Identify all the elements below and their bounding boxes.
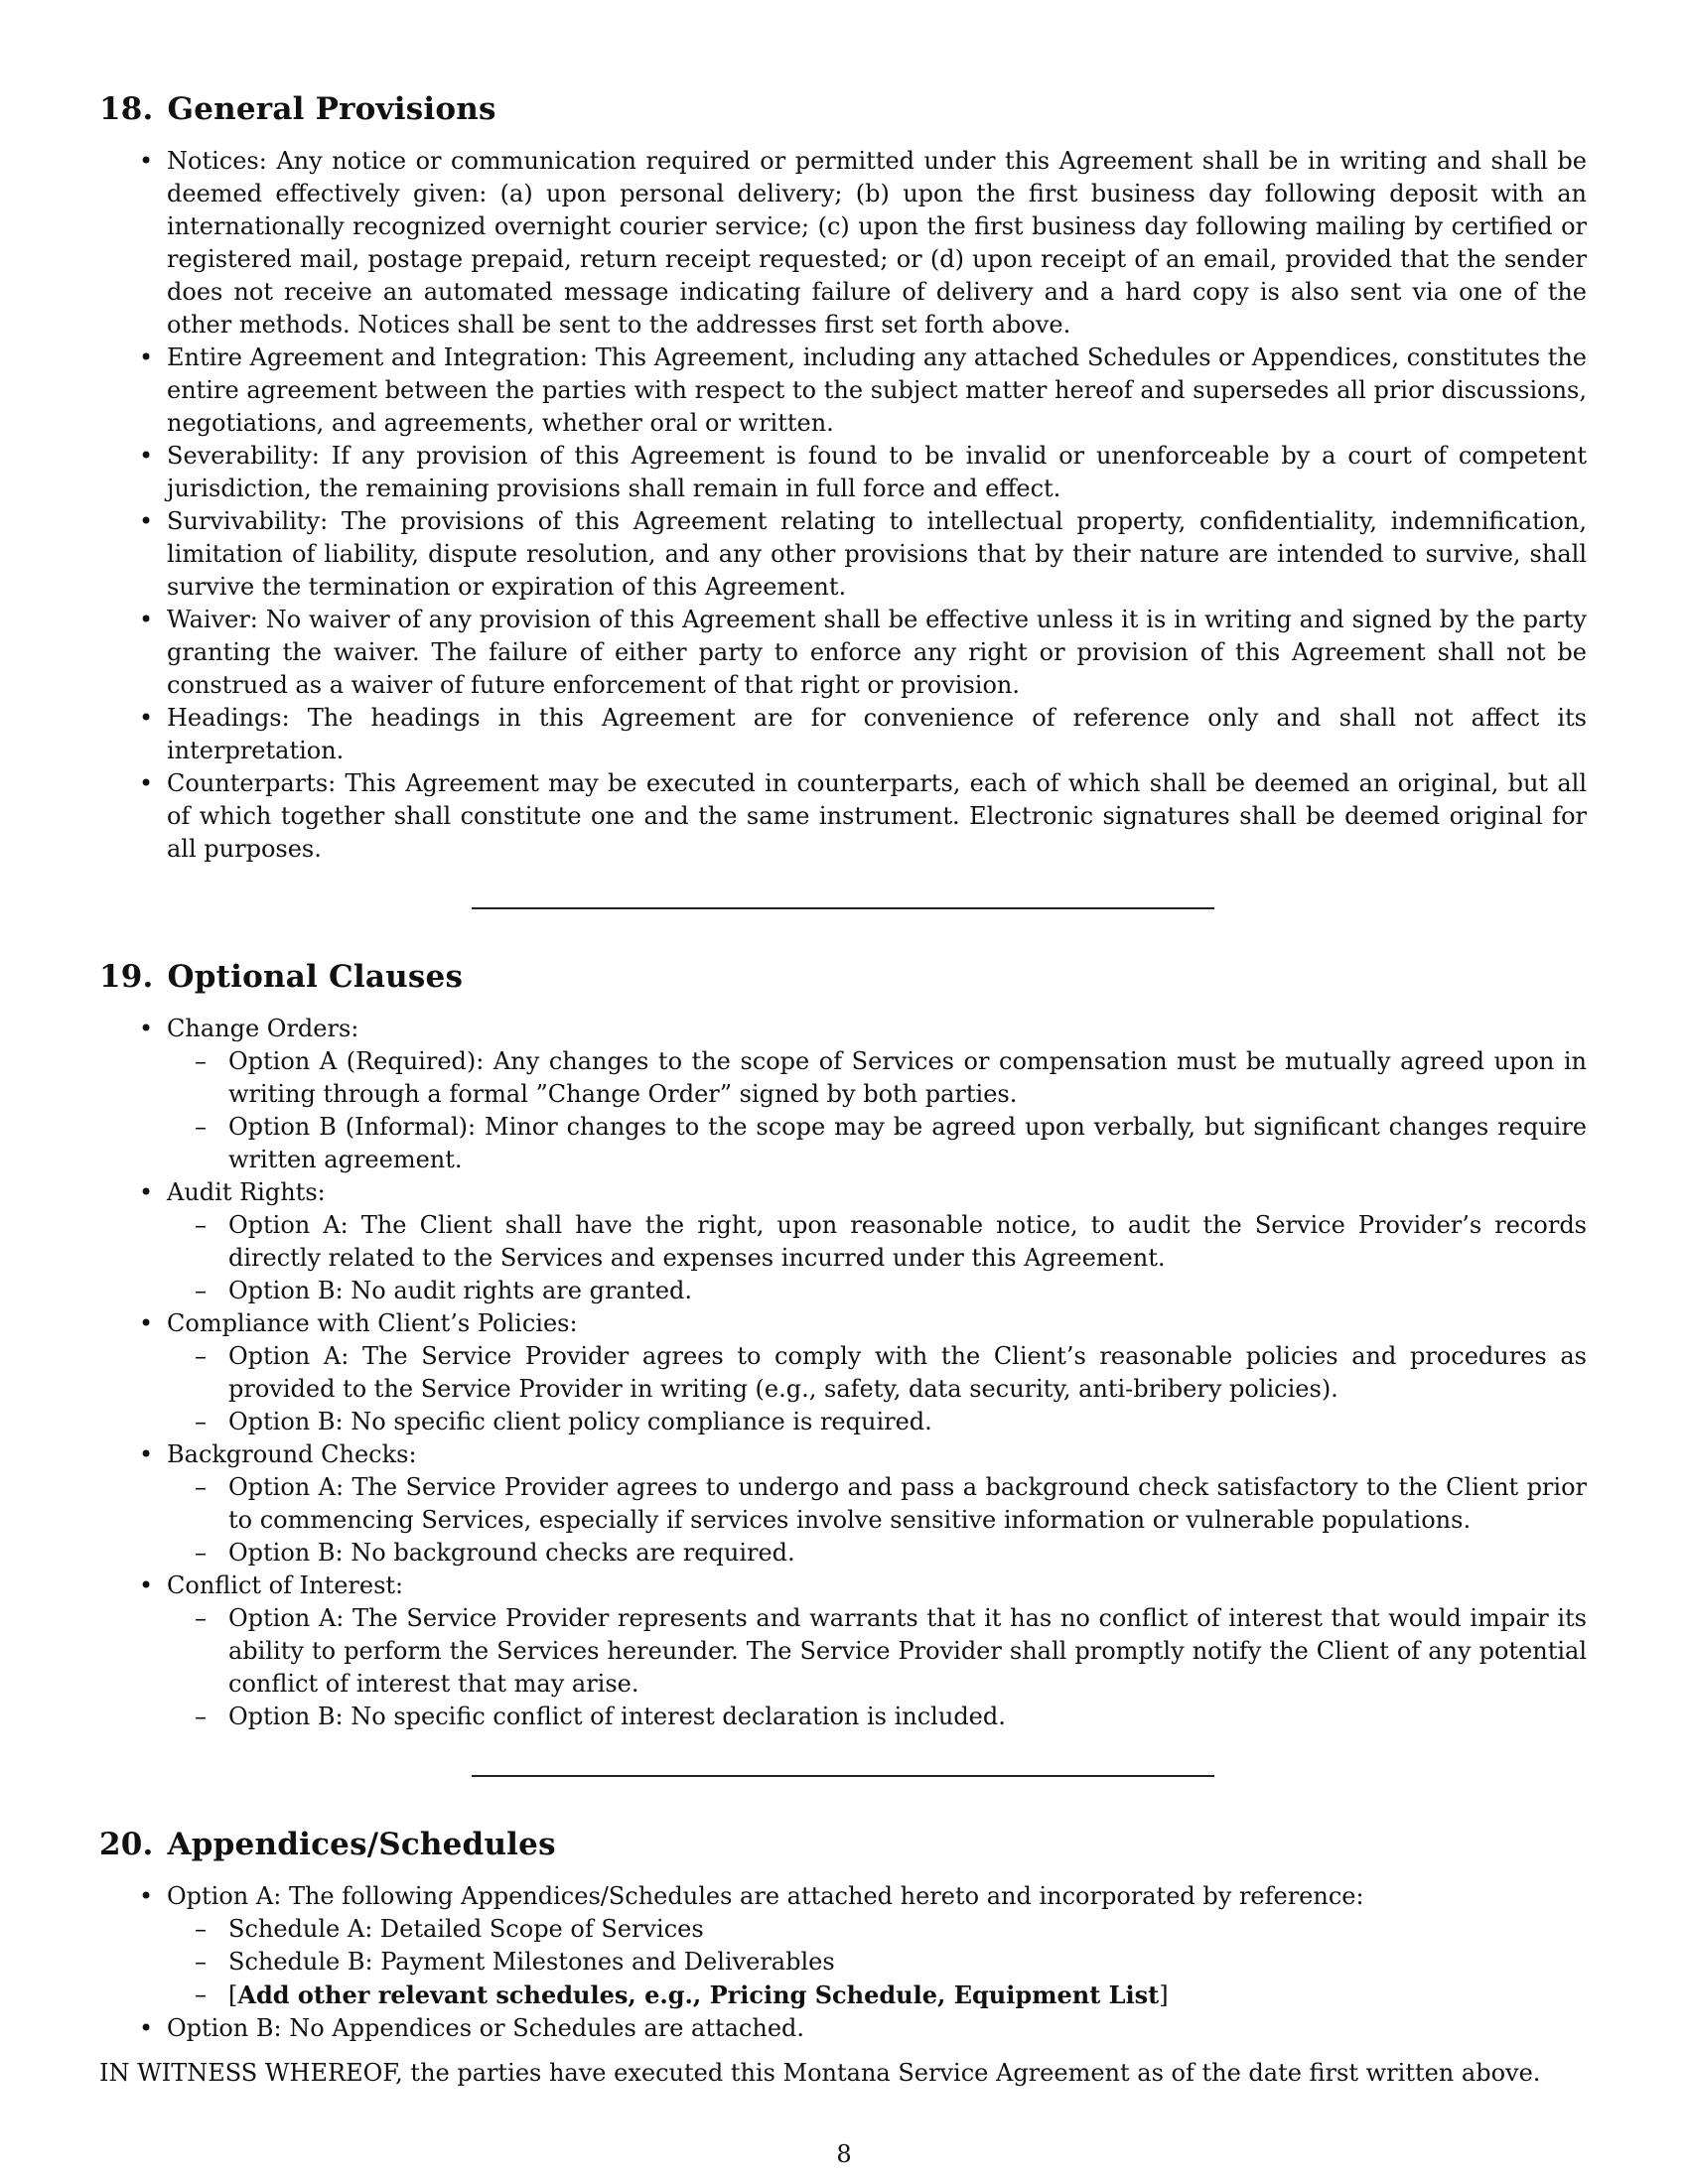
dash: – <box>195 1703 207 1730</box>
provision-text: Notices: Any notice or communication required or permitted under this Agreement shall be in writing and shall be deemed effectively given: (a) upon personal delivery; (b) upon the first business day following deposit with an internationally recognized overnight courier service; (c) upon the first business day following mailing by certified or registered mail, postage prepaid, return receipt requested; or (d) upon receipt of an email, provided that the sender does not receive an automated message indicating failure of delivery and a hard copy is also sent via one of the other methods. Notices shall be sent to the addresses first set forth above. <box>167 147 1587 339</box>
clause-option <box>167 1045 1587 1111</box>
provision-text: Headings: The headings in this Agreement are for convenience of reference only and shall not affect its interpretation. <box>167 704 1587 764</box>
section-heading <box>99 959 1587 995</box>
clause-background-checks <box>99 1438 1587 1570</box>
provision-text: Entire Agreement and Integration: This Agreement, including any attached Schedules or Appendices, constitutes the entire agreement between the parties with respect to the subject matter hereof and supersedes all prior discussions, negotiations, and agreements, whether oral or written. <box>167 343 1587 437</box>
section-number: 18. <box>99 91 154 127</box>
provision-waiver <box>99 604 1587 702</box>
clause-option <box>167 1340 1587 1406</box>
clause-option <box>167 1275 1587 1307</box>
bullet: • <box>139 606 154 633</box>
option-text: Option B: No specific conflict of interest declaration is included. <box>228 1703 1006 1730</box>
dash: – <box>195 1539 207 1567</box>
bullet: • <box>139 2014 154 2042</box>
option-text: Option B: No specific client policy compliance is required. <box>228 1408 932 1435</box>
section-heading <box>99 1827 1587 1862</box>
clause-option <box>167 1602 1587 1701</box>
section-heading <box>99 91 1587 127</box>
dash: – <box>195 1047 207 1075</box>
bullet: • <box>139 1178 154 1206</box>
option-text: Option B: No Appendices or Schedules are attached. <box>167 2014 805 2042</box>
clause-options <box>167 1209 1587 1307</box>
provision-counterparts <box>99 767 1587 866</box>
clause-label: Audit Rights: <box>167 1178 326 1206</box>
dash: – <box>195 1113 207 1141</box>
option-text: Option A: The Service Provider agrees to comply with the Client’s reasonable policies and procedures as provided to the Service Provider in writing (e.g., safety, data security, anti-bribery policies). <box>228 1342 1587 1403</box>
dash: – <box>195 1473 207 1501</box>
general-provisions-list <box>99 145 1587 866</box>
clause-label: Compliance with Client’s Policies: <box>167 1309 578 1337</box>
bullet: • <box>139 1309 154 1337</box>
clause-options <box>167 1340 1587 1438</box>
option-text: Option A: The following Appendices/Schedules are attached hereto and incorporated by reference: <box>167 1882 1364 1910</box>
section-title: Optional Clauses <box>167 959 464 995</box>
clause-option <box>167 1209 1587 1275</box>
clause-option <box>167 1111 1587 1176</box>
clause-conflict-of-interest <box>99 1570 1587 1733</box>
dash: – <box>195 1342 207 1370</box>
option-text: Option A: The Service Provider agrees to undergo and pass a background check satisfactory to the Client prior to commencing Services, especially if services involve sensitive information or vulnerable populations. <box>228 1473 1587 1534</box>
dash: – <box>195 1277 207 1304</box>
bullet: • <box>139 442 154 470</box>
clause-option <box>167 1406 1587 1438</box>
clause-label: Change Orders: <box>167 1015 359 1042</box>
section-number: 20. <box>99 1827 154 1862</box>
clause-label: Conflict of Interest: <box>167 1571 404 1599</box>
section-optional-clauses <box>99 959 1587 1733</box>
dash: – <box>195 1980 207 2008</box>
option-text: Option A: The Client shall have the right, upon reasonable notice, to audit the Service Provider’s records directly related to the Services and expenses incurred under this Agreement. <box>228 1211 1587 1272</box>
schedule-text: Schedule A: Detailed Scope of Services <box>228 1915 704 1943</box>
schedule-list <box>167 1913 1587 2012</box>
schedule-item <box>167 1946 1587 1979</box>
witness-clause: IN WITNESS WHEREOF, the parties have executed this Montana Service Agreement as of the date first written above. <box>99 2059 1541 2087</box>
appendices-option-a <box>99 1880 1587 2012</box>
section-divider <box>472 1775 1214 1777</box>
appendices-list <box>99 1880 1587 2045</box>
bullet: • <box>139 507 154 535</box>
section-number: 19. <box>99 959 154 995</box>
bullet: • <box>139 343 154 371</box>
provision-text: Counterparts: This Agreement may be executed in counterparts, each of which shall be deemed an original, but all of which together shall constitute one and the same instrument. Electronic signatures shall be deemed original for all purposes. <box>167 769 1587 863</box>
provision-entire-agreement <box>99 341 1587 440</box>
provision-severability <box>99 440 1587 505</box>
dash: – <box>195 1915 207 1943</box>
bullet: • <box>139 1571 154 1599</box>
placeholder-close-bracket: ] <box>1159 1981 1169 2009</box>
bullet: • <box>139 769 154 797</box>
dash: – <box>195 1211 207 1239</box>
clause-option <box>167 1701 1587 1733</box>
clause-option <box>167 1537 1587 1570</box>
clause-compliance <box>99 1307 1587 1438</box>
option-text: Option A (Required): Any changes to the scope of Services or compensation must be mutually agreed upon in writing through a formal ”Change Order” signed by both parties. <box>228 1047 1587 1108</box>
provision-text: Severability: If any provision of this Agreement is found to be invalid or unenforceable by a court of competent jurisdiction, the remaining provisions shall remain in full force and effect. <box>167 442 1587 502</box>
bullet: • <box>139 147 154 175</box>
section-divider <box>472 907 1214 909</box>
option-text: Option B: No audit rights are granted. <box>228 1277 693 1304</box>
provision-notices <box>99 145 1587 341</box>
clause-options <box>167 1045 1587 1176</box>
clause-options <box>167 1602 1587 1733</box>
placeholder-text: Add other relevant schedules, e.g., Pricing Schedule, Equipment List <box>237 1980 1160 2009</box>
option-text: Option B: No background checks are required. <box>228 1539 795 1567</box>
section-appendices <box>99 1827 1587 2090</box>
appendices-option-b <box>99 2012 1587 2045</box>
provision-text: Survivability: The provisions of this Agreement relating to intellectual property, confidentiality, indemnification, limitation of liability, dispute resolution, and any other provisions that by their nature are intended to survive, shall survive the termination or expiration of this Agreement. <box>167 507 1587 601</box>
section-general-provisions <box>99 91 1587 866</box>
option-text: Option B (Informal): Minor changes to the scope may be agreed upon verbally, but significant changes require written agreement. <box>228 1113 1587 1173</box>
provision-survivability <box>99 505 1587 604</box>
clause-option <box>167 1471 1587 1537</box>
provision-text: Waiver: No waiver of any provision of this Agreement shall be effective unless it is in writing and signed by the party granting the waiver. The failure of either party to enforce any right or provision of this Agreement shall not be construed as a waiver of future enforcement of that right or provision. <box>167 606 1587 699</box>
section-title: General Provisions <box>167 91 496 127</box>
optional-clauses-list <box>99 1013 1587 1733</box>
bullet: • <box>139 1015 154 1042</box>
placeholder-open-bracket: [ <box>228 1981 238 2009</box>
dash: – <box>195 1408 207 1435</box>
schedule-text: Schedule B: Payment Milestones and Deliverables <box>228 1948 835 1976</box>
section-title: Appendices/Schedules <box>167 1827 556 1862</box>
clause-audit-rights <box>99 1176 1587 1307</box>
clause-options <box>167 1471 1587 1570</box>
document-page <box>99 91 1587 2114</box>
schedule-item <box>167 1913 1587 1946</box>
bullet: • <box>139 1882 154 1910</box>
option-text: Option A: The Service Provider represents and warrants that it has no conflict of interest that would impair its ability to perform the Services hereunder. The Service Provider shall promptly notify the Client of any potential conflict of interest that may arise. <box>228 1604 1587 1698</box>
clause-change-orders <box>99 1013 1587 1176</box>
dash: – <box>195 1604 207 1632</box>
page-number: 8 <box>836 2140 852 2168</box>
dash: – <box>195 1948 207 1976</box>
bullet: • <box>139 1440 154 1468</box>
schedule-placeholder <box>167 1979 1587 2012</box>
provision-headings <box>99 702 1587 767</box>
bullet: • <box>139 704 154 732</box>
clause-label: Background Checks: <box>167 1440 417 1468</box>
